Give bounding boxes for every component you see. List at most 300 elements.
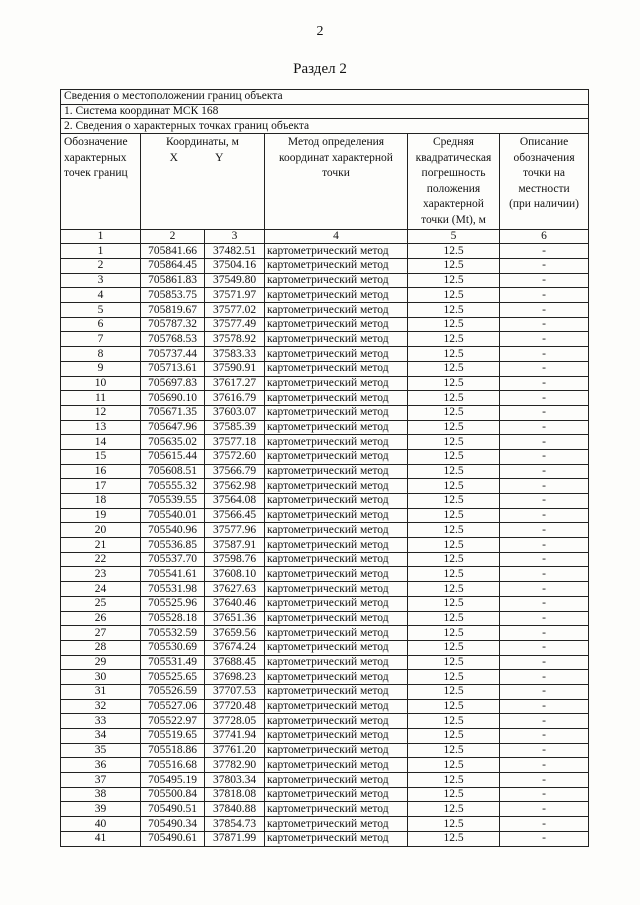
description: - [500, 464, 589, 479]
accuracy: 12.5 [408, 684, 500, 699]
points-heading-row [61, 119, 589, 134]
column-number-row [61, 229, 589, 244]
coord-x: 705768.53 [141, 332, 205, 347]
point-number: 36 [61, 758, 141, 773]
accuracy: 12.5 [408, 332, 500, 347]
method: картометрический метод [265, 288, 408, 303]
method: картометрический метод [265, 244, 408, 259]
method: картометрический метод [265, 538, 408, 553]
header-designation: Обозначение характерных точек границ [61, 134, 141, 230]
point-number: 2 [61, 259, 141, 274]
table-title: Сведения о местоположении границ объекта [61, 90, 589, 105]
coord-x: 705522.97 [141, 714, 205, 729]
method: картометрический метод [265, 347, 408, 362]
table-row [61, 317, 589, 332]
coord-y: 37572.60 [205, 449, 265, 464]
point-number: 25 [61, 596, 141, 611]
coord-x: 705526.59 [141, 684, 205, 699]
method: картометрический метод [265, 655, 408, 670]
coordinate-system: 1. Система координат МСК 168 [61, 104, 589, 119]
accuracy: 12.5 [408, 567, 500, 582]
points-heading: 2. Сведения о характерных точках границ объекта [61, 119, 589, 134]
point-number: 41 [61, 831, 141, 846]
description: - [500, 684, 589, 699]
accuracy: 12.5 [408, 494, 500, 509]
accuracy: 12.5 [408, 655, 500, 670]
coord-x: 705490.51 [141, 802, 205, 817]
accuracy: 12.5 [408, 596, 500, 611]
table-row [61, 817, 589, 832]
method: картометрический метод [265, 391, 408, 406]
method: картометрический метод [265, 596, 408, 611]
method: картометрический метод [265, 449, 408, 464]
description: - [500, 567, 589, 582]
coord-y: 37504.16 [205, 259, 265, 274]
accuracy: 12.5 [408, 699, 500, 714]
description: - [500, 259, 589, 274]
accuracy: 12.5 [408, 391, 500, 406]
method: картометрический метод [265, 582, 408, 597]
coord-x: 705690.10 [141, 391, 205, 406]
coord-y: 37583.33 [205, 347, 265, 362]
description: - [500, 611, 589, 626]
description: - [500, 449, 589, 464]
method: картометрический метод [265, 773, 408, 788]
description: - [500, 347, 589, 362]
accuracy: 12.5 [408, 508, 500, 523]
table-row [61, 347, 589, 362]
accuracy: 12.5 [408, 714, 500, 729]
table-row [61, 303, 589, 318]
coord-y: 37585.39 [205, 420, 265, 435]
point-number: 11 [61, 391, 141, 406]
coord-x: 705531.49 [141, 655, 205, 670]
coord-x: 705490.34 [141, 817, 205, 832]
coord-x: 705516.68 [141, 758, 205, 773]
coord-y: 37627.63 [205, 582, 265, 597]
point-number: 5 [61, 303, 141, 318]
table-row [61, 699, 589, 714]
coord-y: 37728.05 [205, 714, 265, 729]
description: - [500, 391, 589, 406]
point-number: 10 [61, 376, 141, 391]
column-number: 3 [205, 229, 265, 244]
description: - [500, 655, 589, 670]
description: - [500, 817, 589, 832]
method: картометрический метод [265, 361, 408, 376]
table-row [61, 582, 589, 597]
coord-x: 705528.18 [141, 611, 205, 626]
point-number: 35 [61, 743, 141, 758]
method: картометрический метод [265, 729, 408, 744]
coord-y: 37803.34 [205, 773, 265, 788]
point-number: 1 [61, 244, 141, 259]
coord-y: 37598.76 [205, 552, 265, 567]
point-number: 23 [61, 567, 141, 582]
table-row [61, 640, 589, 655]
point-number: 16 [61, 464, 141, 479]
coord-x: 705530.69 [141, 640, 205, 655]
coord-y: 37761.20 [205, 743, 265, 758]
column-number: 4 [265, 229, 408, 244]
coord-x: 705853.75 [141, 288, 205, 303]
coord-x: 705532.59 [141, 626, 205, 641]
method: картометрический метод [265, 420, 408, 435]
method: картометрический метод [265, 684, 408, 699]
description: - [500, 273, 589, 288]
description: - [500, 538, 589, 553]
coord-x: 705541.61 [141, 567, 205, 582]
method: картометрический метод [265, 802, 408, 817]
coord-y: 37482.51 [205, 244, 265, 259]
coord-y: 37707.53 [205, 684, 265, 699]
method: картометрический метод [265, 611, 408, 626]
coord-x: 705787.32 [141, 317, 205, 332]
description: - [500, 552, 589, 567]
accuracy: 12.5 [408, 420, 500, 435]
coord-x: 705864.45 [141, 259, 205, 274]
method: картометрический метод [265, 273, 408, 288]
description: - [500, 743, 589, 758]
coord-y: 37587.91 [205, 538, 265, 553]
table-row [61, 523, 589, 538]
description: - [500, 831, 589, 846]
page-number: 2 [316, 24, 324, 39]
description: - [500, 361, 589, 376]
coord-y: 37603.07 [205, 405, 265, 420]
table-row [61, 611, 589, 626]
point-number: 21 [61, 538, 141, 553]
method: картометрический метод [265, 405, 408, 420]
table-row [61, 464, 589, 479]
table-row [61, 787, 589, 802]
coord-y: 37854.73 [205, 817, 265, 832]
coord-x: 705615.44 [141, 449, 205, 464]
table-row [61, 552, 589, 567]
point-number: 39 [61, 802, 141, 817]
table-row [61, 494, 589, 509]
point-number: 20 [61, 523, 141, 538]
coord-y: 37741.94 [205, 729, 265, 744]
coord-y: 37782.90 [205, 758, 265, 773]
description: - [500, 758, 589, 773]
column-header-row [61, 134, 589, 230]
table-title-row [61, 90, 589, 105]
accuracy: 12.5 [408, 435, 500, 450]
coord-x: 705531.98 [141, 582, 205, 597]
accuracy: 12.5 [408, 611, 500, 626]
header-description: Описание обозначения точки на местности (при наличии) [500, 134, 589, 230]
coord-x: 705525.96 [141, 596, 205, 611]
method: картометрический метод [265, 332, 408, 347]
coord-y: 37616.79 [205, 391, 265, 406]
method: картометрический метод [265, 508, 408, 523]
coord-x: 705555.32 [141, 479, 205, 494]
accuracy: 12.5 [408, 347, 500, 362]
method: картометрический метод [265, 743, 408, 758]
table-row [61, 259, 589, 274]
point-number: 34 [61, 729, 141, 744]
table-row [61, 626, 589, 641]
table-row [61, 684, 589, 699]
header-accuracy: Средняя квадратическая погрешность положения характерной точки (Mt), м [408, 134, 500, 230]
accuracy: 12.5 [408, 802, 500, 817]
header-y: Y [215, 151, 224, 164]
description: - [500, 670, 589, 685]
point-number: 27 [61, 626, 141, 641]
description: - [500, 479, 589, 494]
point-number: 15 [61, 449, 141, 464]
point-number: 6 [61, 317, 141, 332]
column-number: 1 [61, 229, 141, 244]
point-number: 38 [61, 787, 141, 802]
point-number: 24 [61, 582, 141, 597]
description: - [500, 244, 589, 259]
coord-x: 705608.51 [141, 464, 205, 479]
point-number: 33 [61, 714, 141, 729]
point-number: 40 [61, 817, 141, 832]
method: картометрический метод [265, 714, 408, 729]
column-number: 2 [141, 229, 205, 244]
coord-x: 705819.67 [141, 303, 205, 318]
accuracy: 12.5 [408, 479, 500, 494]
coord-y: 37571.97 [205, 288, 265, 303]
table-row [61, 567, 589, 582]
coord-y: 37651.36 [205, 611, 265, 626]
coord-x: 705713.61 [141, 361, 205, 376]
table-row [61, 361, 589, 376]
table-row [61, 391, 589, 406]
coord-x: 705490.61 [141, 831, 205, 846]
description: - [500, 699, 589, 714]
boundary-points-table [60, 89, 589, 847]
description: - [500, 435, 589, 450]
method: картометрический метод [265, 699, 408, 714]
column-number: 6 [500, 229, 589, 244]
description: - [500, 582, 589, 597]
point-number: 26 [61, 611, 141, 626]
coord-y: 37549.80 [205, 273, 265, 288]
coord-y: 37608.10 [205, 567, 265, 582]
accuracy: 12.5 [408, 743, 500, 758]
point-number: 29 [61, 655, 141, 670]
accuracy: 12.5 [408, 773, 500, 788]
table-row [61, 405, 589, 420]
method: картометрический метод [265, 479, 408, 494]
coord-y: 37674.24 [205, 640, 265, 655]
table-row [61, 479, 589, 494]
point-number: 4 [61, 288, 141, 303]
point-number: 7 [61, 332, 141, 347]
accuracy: 12.5 [408, 640, 500, 655]
accuracy: 12.5 [408, 552, 500, 567]
description: - [500, 508, 589, 523]
accuracy: 12.5 [408, 729, 500, 744]
method: картометрический метод [265, 567, 408, 582]
point-number: 9 [61, 361, 141, 376]
accuracy: 12.5 [408, 523, 500, 538]
coord-y: 37564.08 [205, 494, 265, 509]
description: - [500, 420, 589, 435]
table-row [61, 435, 589, 450]
point-number: 8 [61, 347, 141, 362]
coord-x: 705635.02 [141, 435, 205, 450]
point-number: 12 [61, 405, 141, 420]
table-row [61, 273, 589, 288]
column-number: 5 [408, 229, 500, 244]
coord-x: 705540.01 [141, 508, 205, 523]
coord-y: 37871.99 [205, 831, 265, 846]
method: картометрический метод [265, 831, 408, 846]
coord-y: 37698.23 [205, 670, 265, 685]
coord-y: 37577.96 [205, 523, 265, 538]
method: картометрический метод [265, 787, 408, 802]
method: картометрический метод [265, 303, 408, 318]
accuracy: 12.5 [408, 361, 500, 376]
coord-x: 705537.70 [141, 552, 205, 567]
coord-x: 705536.85 [141, 538, 205, 553]
table-row [61, 758, 589, 773]
coord-y: 37840.88 [205, 802, 265, 817]
coordinate-system-row [61, 104, 589, 119]
table-row [61, 244, 589, 259]
description: - [500, 640, 589, 655]
coord-y: 37577.18 [205, 435, 265, 450]
coord-x: 705525.65 [141, 670, 205, 685]
point-number: 28 [61, 640, 141, 655]
coord-y: 37577.49 [205, 317, 265, 332]
table-row [61, 449, 589, 464]
method: картометрический метод [265, 317, 408, 332]
table-row [61, 376, 589, 391]
coord-y: 37562.98 [205, 479, 265, 494]
coord-y: 37720.48 [205, 699, 265, 714]
table-row [61, 670, 589, 685]
coord-y: 37640.46 [205, 596, 265, 611]
accuracy: 12.5 [408, 259, 500, 274]
table-row [61, 538, 589, 553]
method: картометрический метод [265, 640, 408, 655]
coord-x: 705500.84 [141, 787, 205, 802]
method: картометрический метод [265, 523, 408, 538]
coord-y: 37688.45 [205, 655, 265, 670]
coord-y: 37659.56 [205, 626, 265, 641]
description: - [500, 376, 589, 391]
description: - [500, 405, 589, 420]
description: - [500, 773, 589, 788]
accuracy: 12.5 [408, 817, 500, 832]
header-method: Метод определения координат характерной точки [265, 134, 408, 230]
point-number: 19 [61, 508, 141, 523]
coord-x: 705539.55 [141, 494, 205, 509]
accuracy: 12.5 [408, 758, 500, 773]
point-number: 37 [61, 773, 141, 788]
method: картометрический метод [265, 259, 408, 274]
point-number: 17 [61, 479, 141, 494]
accuracy: 12.5 [408, 787, 500, 802]
section-title: Раздел 2 [293, 61, 347, 77]
coord-x: 705527.06 [141, 699, 205, 714]
table-row [61, 596, 589, 611]
accuracy: 12.5 [408, 317, 500, 332]
accuracy: 12.5 [408, 244, 500, 259]
accuracy: 12.5 [408, 831, 500, 846]
method: картометрический метод [265, 435, 408, 450]
point-number: 32 [61, 699, 141, 714]
coord-x: 705518.86 [141, 743, 205, 758]
description: - [500, 787, 589, 802]
coord-x: 705697.83 [141, 376, 205, 391]
point-number: 14 [61, 435, 141, 450]
description: - [500, 288, 589, 303]
coord-x: 705647.96 [141, 420, 205, 435]
header-coordinates-caption: Координаты, м [166, 136, 239, 149]
accuracy: 12.5 [408, 405, 500, 420]
method: картометрический метод [265, 494, 408, 509]
coord-y: 37818.08 [205, 787, 265, 802]
method: картометрический метод [265, 626, 408, 641]
coord-x: 705861.83 [141, 273, 205, 288]
accuracy: 12.5 [408, 464, 500, 479]
coord-x: 705841.66 [141, 244, 205, 259]
point-number: 3 [61, 273, 141, 288]
description: - [500, 596, 589, 611]
accuracy: 12.5 [408, 582, 500, 597]
coord-x: 705540.96 [141, 523, 205, 538]
coord-y: 37578.92 [205, 332, 265, 347]
method: картометрический метод [265, 670, 408, 685]
accuracy: 12.5 [408, 303, 500, 318]
accuracy: 12.5 [408, 288, 500, 303]
description: - [500, 523, 589, 538]
point-number: 22 [61, 552, 141, 567]
table-row [61, 508, 589, 523]
accuracy: 12.5 [408, 376, 500, 391]
table-row [61, 420, 589, 435]
description: - [500, 494, 589, 509]
table-row [61, 729, 589, 744]
point-number: 31 [61, 684, 141, 699]
point-number: 18 [61, 494, 141, 509]
accuracy: 12.5 [408, 273, 500, 288]
accuracy: 12.5 [408, 670, 500, 685]
coord-y: 37577.02 [205, 303, 265, 318]
coord-x: 705671.35 [141, 405, 205, 420]
description: - [500, 332, 589, 347]
method: картометрический метод [265, 464, 408, 479]
description: - [500, 714, 589, 729]
method: картометрический метод [265, 552, 408, 567]
point-number: 30 [61, 670, 141, 685]
description: - [500, 626, 589, 641]
header-x: X [169, 151, 178, 164]
accuracy: 12.5 [408, 449, 500, 464]
table-row [61, 743, 589, 758]
method: картометрический метод [265, 758, 408, 773]
coord-x: 705519.65 [141, 729, 205, 744]
description: - [500, 317, 589, 332]
method: картометрический метод [265, 376, 408, 391]
description: - [500, 303, 589, 318]
method: картометрический метод [265, 817, 408, 832]
coord-y: 37617.27 [205, 376, 265, 391]
table-row [61, 332, 589, 347]
description: - [500, 802, 589, 817]
table-row [61, 802, 589, 817]
coord-y: 37590.91 [205, 361, 265, 376]
table-row [61, 831, 589, 846]
table-row [61, 288, 589, 303]
